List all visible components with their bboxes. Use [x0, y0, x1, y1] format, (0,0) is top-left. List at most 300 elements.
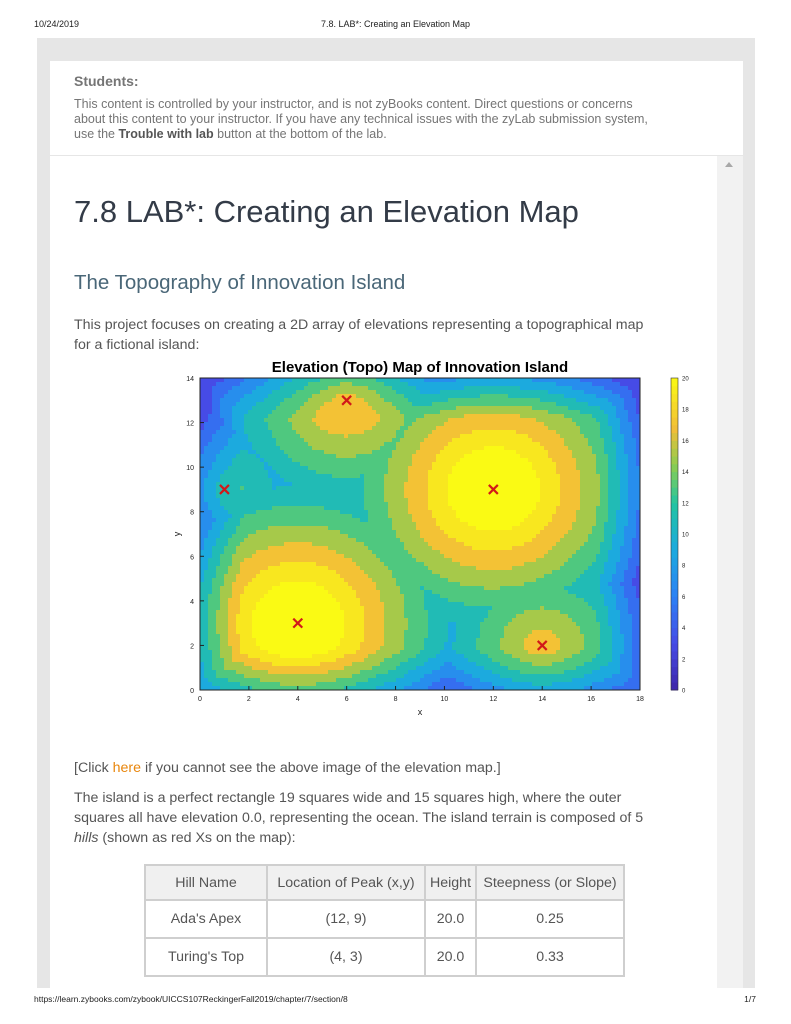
contour-cell	[444, 410, 448, 414]
contour-cell	[280, 418, 284, 422]
contour-cell	[212, 598, 216, 602]
contour-cell	[336, 518, 340, 522]
contour-cell	[308, 426, 312, 430]
contour-cell	[384, 678, 388, 682]
contour-cell	[328, 598, 332, 602]
contour-cell	[424, 642, 428, 646]
contour-cell	[376, 486, 380, 490]
contour-cell	[340, 442, 344, 446]
contour-cell	[452, 582, 456, 586]
contour-cell	[364, 486, 368, 490]
contour-cell	[232, 462, 236, 466]
contour-cell	[240, 582, 244, 586]
contour-cell	[404, 414, 408, 418]
contour-cell	[256, 674, 260, 678]
contour-cell	[252, 570, 256, 574]
contour-cell	[400, 650, 404, 654]
contour-cell	[308, 670, 312, 674]
contour-cell	[392, 482, 396, 486]
contour-cell	[364, 558, 368, 562]
contour-cell	[340, 558, 344, 562]
contour-cell	[252, 474, 256, 478]
contour-cell	[416, 406, 420, 410]
contour-cell	[240, 538, 244, 542]
contour-cell	[336, 422, 340, 426]
contour-cell	[208, 594, 212, 598]
contour-cell	[368, 498, 372, 502]
contour-cell	[404, 382, 408, 386]
contour-cell	[220, 462, 224, 466]
contour-cell	[292, 430, 296, 434]
contour-cell	[328, 386, 332, 390]
contour-cell	[200, 518, 204, 522]
contour-cell	[316, 422, 320, 426]
contour-cell	[356, 450, 360, 454]
contour-cell	[200, 466, 204, 470]
contour-cell	[352, 442, 356, 446]
contour-cell	[408, 450, 412, 454]
contour-cell	[436, 674, 440, 678]
contour-cell	[392, 670, 396, 674]
contour-cell	[240, 566, 244, 570]
contour-cell	[336, 546, 340, 550]
contour-cell	[428, 478, 432, 482]
contour-cell	[404, 486, 408, 490]
contour-cell	[340, 518, 344, 522]
contour-cell	[304, 634, 308, 638]
contour-cell	[284, 498, 288, 502]
contour-cell	[364, 510, 368, 514]
contour-cell	[220, 634, 224, 638]
contour-cell	[392, 430, 396, 434]
contour-cell	[372, 662, 376, 666]
contour-cell	[364, 494, 368, 498]
contour-cell	[340, 538, 344, 542]
contour-cell	[220, 382, 224, 386]
contour-cell	[404, 442, 408, 446]
contour-cell	[264, 402, 268, 406]
contour-cell	[208, 442, 212, 446]
contour-cell	[348, 506, 352, 510]
contour-cell	[380, 430, 384, 434]
contour-cell	[232, 390, 236, 394]
contour-cell	[260, 614, 264, 618]
contour-cell	[236, 446, 240, 450]
contour-cell	[364, 526, 368, 530]
contour-cell	[312, 666, 316, 670]
contour-cell	[212, 442, 216, 446]
contour-cell	[316, 614, 320, 618]
contour-cell	[452, 630, 456, 634]
contour-cell	[280, 406, 284, 410]
contour-cell	[344, 414, 348, 418]
contour-cell	[452, 602, 456, 606]
contour-cell	[236, 626, 240, 630]
contour-cell	[252, 538, 256, 542]
contour-cell	[352, 682, 356, 686]
contour-cell	[412, 414, 416, 418]
contour-cell	[256, 538, 260, 542]
contour-cell	[236, 614, 240, 618]
contour-cell	[304, 446, 308, 450]
contour-cell	[268, 686, 272, 690]
contour-cell	[336, 542, 340, 546]
contour-cell	[212, 466, 216, 470]
contour-cell	[348, 646, 352, 650]
contour-cell	[276, 474, 280, 478]
contour-cell	[204, 470, 208, 474]
contour-cell	[400, 378, 404, 382]
contour-cell	[296, 582, 300, 586]
contour-cell	[248, 674, 252, 678]
contour-cell	[384, 582, 388, 586]
contour-cell	[332, 474, 336, 478]
contour-cell	[208, 542, 212, 546]
contour-cell	[420, 550, 424, 554]
contour-cell	[240, 658, 244, 662]
contour-cell	[268, 674, 272, 678]
contour-cell	[392, 434, 396, 438]
contour-cell	[416, 634, 420, 638]
contour-cell	[216, 446, 220, 450]
contour-cell	[388, 486, 392, 490]
contour-cell	[316, 382, 320, 386]
contour-cell	[436, 474, 440, 478]
contour-cell	[372, 666, 376, 670]
contour-cell	[220, 658, 224, 662]
contour-cell	[412, 482, 416, 486]
contour-cell	[408, 666, 412, 670]
contour-cell	[284, 502, 288, 506]
contour-cell	[320, 646, 324, 650]
contour-cell	[332, 578, 336, 582]
contour-cell	[396, 490, 400, 494]
contour-cell	[328, 586, 332, 590]
contour-cell	[252, 594, 256, 598]
contour-cell	[256, 378, 260, 382]
contour-cell	[360, 634, 364, 638]
contour-cell	[428, 654, 432, 658]
contour-cell	[316, 562, 320, 566]
contour-cell	[268, 450, 272, 454]
contour-cell	[348, 478, 352, 482]
contour-cell	[356, 682, 360, 686]
contour-cell	[376, 510, 380, 514]
contour-cell	[432, 686, 436, 690]
contour-cell	[424, 466, 428, 470]
contour-cell	[348, 598, 352, 602]
contour-cell	[412, 602, 416, 606]
contour-cell	[420, 430, 424, 434]
contour-cell	[380, 494, 384, 498]
contour-cell	[420, 634, 424, 638]
contour-cell	[348, 570, 352, 574]
contour-cell	[200, 458, 204, 462]
contour-cell	[300, 678, 304, 682]
contour-cell	[372, 526, 376, 530]
contour-cell	[392, 554, 396, 558]
contour-cell	[296, 542, 300, 546]
contour-cell	[388, 526, 392, 530]
contour-cell	[396, 378, 400, 382]
contour-cell	[432, 378, 436, 382]
contour-cell	[276, 422, 280, 426]
contour-cell	[336, 562, 340, 566]
contour-cell	[348, 662, 352, 666]
contour-cell	[448, 470, 452, 474]
contour-cell	[216, 378, 220, 382]
contour-cell	[320, 442, 324, 446]
contour-cell	[356, 678, 360, 682]
contour-cell	[264, 578, 268, 582]
contour-cell	[256, 578, 260, 582]
contour-cell	[300, 382, 304, 386]
contour-cell	[316, 470, 320, 474]
contour-cell	[332, 382, 336, 386]
contour-cell	[228, 586, 232, 590]
contour-cell	[324, 634, 328, 638]
contour-cell	[284, 474, 288, 478]
contour-cell	[388, 566, 392, 570]
contour-cell	[440, 574, 444, 578]
contour-cell	[448, 438, 452, 442]
contour-cell	[304, 398, 308, 402]
contour-cell	[304, 606, 308, 610]
contour-cell	[404, 450, 408, 454]
contour-cell	[244, 590, 248, 594]
contour-cell	[300, 558, 304, 562]
contour-cell	[448, 638, 452, 642]
contour-cell	[420, 686, 424, 690]
contour-cell	[340, 494, 344, 498]
contour-cell	[340, 478, 344, 482]
contour-cell	[332, 550, 336, 554]
contour-cell	[396, 558, 400, 562]
contour-cell	[448, 510, 452, 514]
contour-cell	[236, 514, 240, 518]
contour-cell	[260, 606, 264, 610]
contour-cell	[352, 590, 356, 594]
contour-cell	[252, 518, 256, 522]
contour-cell	[388, 674, 392, 678]
contour-cell	[376, 562, 380, 566]
contour-cell	[408, 490, 412, 494]
contour-cell	[444, 522, 448, 526]
contour-cell	[224, 586, 228, 590]
contour-cell	[440, 510, 444, 514]
contour-cell	[412, 574, 416, 578]
contour-cell	[244, 378, 248, 382]
contour-cell	[368, 550, 372, 554]
contour-cell	[312, 610, 316, 614]
contour-cell	[216, 454, 220, 458]
contour-cell	[240, 422, 244, 426]
contour-cell	[284, 678, 288, 682]
contour-cell	[328, 418, 332, 422]
contour-cell	[408, 418, 412, 422]
contour-cell	[380, 410, 384, 414]
contour-cell	[300, 470, 304, 474]
notice-line-3c: button at the bottom of the lab.	[213, 127, 387, 141]
contour-cell	[288, 390, 292, 394]
contour-cell	[240, 654, 244, 658]
contour-cell	[276, 450, 280, 454]
contour-cell	[248, 562, 252, 566]
contour-cell	[316, 498, 320, 502]
contour-cell	[252, 482, 256, 486]
contour-cell	[440, 642, 444, 646]
contour-cell	[220, 454, 224, 458]
contour-cell	[444, 682, 448, 686]
lab-content[interactable]	[50, 156, 717, 988]
contour-cell	[320, 422, 324, 426]
contour-cell	[452, 558, 456, 562]
contour-cell	[336, 458, 340, 462]
contour-cell	[444, 454, 448, 458]
contour-cell	[296, 566, 300, 570]
contour-cell	[200, 574, 204, 578]
contour-cell	[448, 534, 452, 538]
contour-cell	[204, 378, 208, 382]
contour-cell	[304, 382, 308, 386]
contour-cell	[452, 434, 456, 438]
contour-cell	[324, 470, 328, 474]
contour-cell	[256, 646, 260, 650]
contour-cell	[380, 554, 384, 558]
contour-cell	[304, 430, 308, 434]
contour-cell	[304, 530, 308, 534]
contour-cell	[372, 578, 376, 582]
contour-cell	[428, 390, 432, 394]
contour-cell	[384, 662, 388, 666]
contour-cell	[208, 394, 212, 398]
contour-cell	[244, 634, 248, 638]
contour-cell	[364, 686, 368, 690]
contour-cell	[244, 446, 248, 450]
contour-cell	[428, 458, 432, 462]
contour-cell	[392, 506, 396, 510]
contour-cell	[260, 470, 264, 474]
contour-cell	[200, 530, 204, 534]
contour-cell	[372, 566, 376, 570]
contour-cell	[276, 510, 280, 514]
contour-cell	[224, 554, 228, 558]
contour-cell	[344, 542, 348, 546]
contour-cell	[212, 562, 216, 566]
contour-cell	[312, 466, 316, 470]
contour-cell	[304, 610, 308, 614]
contour-cell	[260, 406, 264, 410]
contour-cell	[240, 426, 244, 430]
contour-cell	[304, 410, 308, 414]
contour-cell	[260, 386, 264, 390]
contour-cell	[332, 510, 336, 514]
contour-cell	[256, 566, 260, 570]
contour-cell	[208, 570, 212, 574]
contour-cell	[432, 418, 436, 422]
contour-cell	[280, 538, 284, 542]
contour-cell	[436, 626, 440, 630]
contour-cell	[200, 462, 204, 466]
contour-cell	[448, 422, 452, 426]
contour-cell	[336, 566, 340, 570]
contour-cell	[388, 458, 392, 462]
contour-cell	[412, 550, 416, 554]
contour-cell	[428, 542, 432, 546]
contour-cell	[448, 662, 452, 666]
contour-cell	[244, 478, 248, 482]
contour-cell	[392, 630, 396, 634]
contour-cell	[340, 634, 344, 638]
contour-cell	[320, 558, 324, 562]
contour-cell	[412, 530, 416, 534]
contour-cell	[336, 454, 340, 458]
contour-cell	[312, 682, 316, 686]
contour-cell	[408, 674, 412, 678]
contour-cell	[404, 606, 408, 610]
contour-cell	[260, 410, 264, 414]
contour-cell	[340, 514, 344, 518]
contour-cell	[288, 494, 292, 498]
contour-cell	[304, 554, 308, 558]
contour-cell	[384, 394, 388, 398]
contour-cell	[288, 606, 292, 610]
contour-cell	[440, 550, 444, 554]
contour-cell	[284, 558, 288, 562]
contour-cell	[248, 534, 252, 538]
contour-cell	[316, 674, 320, 678]
contour-cell	[404, 686, 408, 690]
contour-cell	[352, 414, 356, 418]
contour-cell	[312, 434, 316, 438]
contour-cell	[452, 418, 456, 422]
contour-cell	[360, 486, 364, 490]
contour-cell	[296, 606, 300, 610]
contour-cell	[324, 662, 328, 666]
contour-cell	[300, 602, 304, 606]
contour-cell	[368, 530, 372, 534]
contour-cell	[368, 390, 372, 394]
contour-cell	[280, 470, 284, 474]
contour-cell	[220, 518, 224, 522]
contour-cell	[244, 662, 248, 666]
contour-cell	[296, 586, 300, 590]
contour-cell	[324, 466, 328, 470]
contour-cell	[424, 622, 428, 626]
contour-cell	[444, 402, 448, 406]
contour-cell	[408, 650, 412, 654]
contour-cell	[436, 510, 440, 514]
contour-cell	[388, 622, 392, 626]
contour-cell	[328, 534, 332, 538]
contour-cell	[304, 510, 308, 514]
contour-cell	[316, 654, 320, 658]
contour-cell	[436, 378, 440, 382]
contour-cell	[304, 650, 308, 654]
contour-cell	[428, 674, 432, 678]
contour-cell	[428, 602, 432, 606]
contour-cell	[388, 514, 392, 518]
contour-cell	[440, 578, 444, 582]
contour-cell	[300, 466, 304, 470]
contour-cell	[320, 662, 324, 666]
contour-cell	[380, 618, 384, 622]
contour-cell	[316, 550, 320, 554]
contour-cell	[304, 462, 308, 466]
contour-cell	[252, 462, 256, 466]
contour-cell	[252, 582, 256, 586]
contour-cell	[308, 482, 312, 486]
